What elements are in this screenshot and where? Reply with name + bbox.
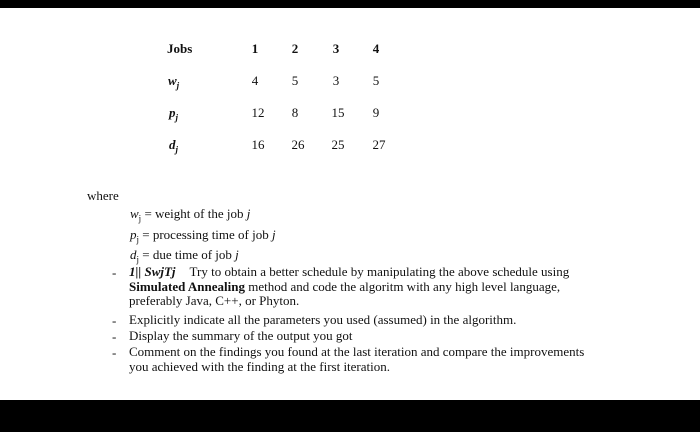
problem-notation: 1|| SwjTj	[129, 264, 176, 279]
row-label-processing-symbol: p	[169, 105, 176, 120]
table-cell: 16	[251, 137, 265, 152]
bullet-1-text-b: method and code the algoritm with any high level language,	[244, 278, 561, 294]
table-header-job-3: 3	[332, 41, 340, 56]
table-cell: 25	[331, 137, 345, 152]
bullet-4-text-a: Comment on the findings you found at the last iteration and compare the improvements	[129, 344, 585, 359]
table-cell: 15	[331, 105, 345, 120]
definition-text: = processing time of job	[142, 226, 272, 242]
table-cell: 8	[291, 105, 299, 120]
bullet-dash: -	[112, 265, 117, 280]
bullet-4-text-b: you achieved with the finding at the first iteration.	[129, 358, 391, 374]
row-label-due	[169, 137, 178, 158]
table-header-job-1: 1	[251, 41, 259, 56]
bullet-1-text-a: Try to obtain a better schedule by manipulating the above schedule using	[189, 264, 570, 279]
row-label-processing	[169, 105, 178, 126]
bullet-dash: -	[112, 345, 117, 360]
definition-symbol: w	[130, 206, 139, 221]
bullet-dash: -	[112, 329, 117, 344]
table-cell: 4	[251, 73, 259, 88]
bullet-item-2: Explicitly indicate all the parameters you used (assumed) in the algorithm.	[129, 312, 517, 327]
definition-processing	[130, 227, 276, 248]
definition-sub: j	[136, 254, 140, 265]
table-cell: 27	[372, 137, 386, 152]
definition-var: j	[272, 226, 276, 242]
definition-var: j	[246, 206, 251, 221]
table-cell: 9	[372, 105, 380, 120]
definitions-list	[130, 206, 276, 268]
table-cell: 3	[332, 73, 340, 88]
table-header-job-4: 4	[372, 41, 380, 56]
table-cell: 5	[372, 73, 380, 88]
row-label-weight-symbol: w	[168, 73, 177, 88]
bullet-item-4	[129, 345, 614, 374]
where-label: where	[87, 188, 119, 203]
definition-sub: j	[138, 213, 142, 224]
definition-sub: j	[136, 234, 140, 245]
bullet-item-3: Display the summary of the output you got	[129, 328, 353, 343]
definition-text: = weight of the job	[144, 206, 247, 221]
definition-symbol: p	[130, 226, 137, 242]
definition-symbol: d	[130, 247, 137, 263]
bullet-1-bold: Simulated Annealing	[129, 278, 245, 294]
row-label-weight-sub: j	[176, 80, 180, 91]
document-page	[0, 8, 700, 400]
bullet-1-text-c: preferably Java, C++, or Phyton.	[129, 293, 300, 308]
table-header-job-2: 2	[291, 41, 299, 56]
row-label-due-sub: j	[175, 144, 179, 155]
bullet-dash: -	[112, 313, 117, 328]
table-cell: 5	[291, 73, 299, 88]
bullet-item-1	[129, 265, 614, 309]
row-label-processing-sub: j	[175, 112, 179, 123]
table-cell: 26	[291, 137, 305, 152]
definition-text: = due time of job	[142, 247, 236, 263]
definition-var: j	[235, 247, 239, 263]
definition-weight	[130, 206, 276, 227]
table-header-jobs: Jobs	[167, 41, 193, 56]
row-label-due-symbol: d	[169, 137, 176, 152]
row-label-weight	[168, 73, 179, 94]
table-cell: 12	[251, 105, 265, 120]
